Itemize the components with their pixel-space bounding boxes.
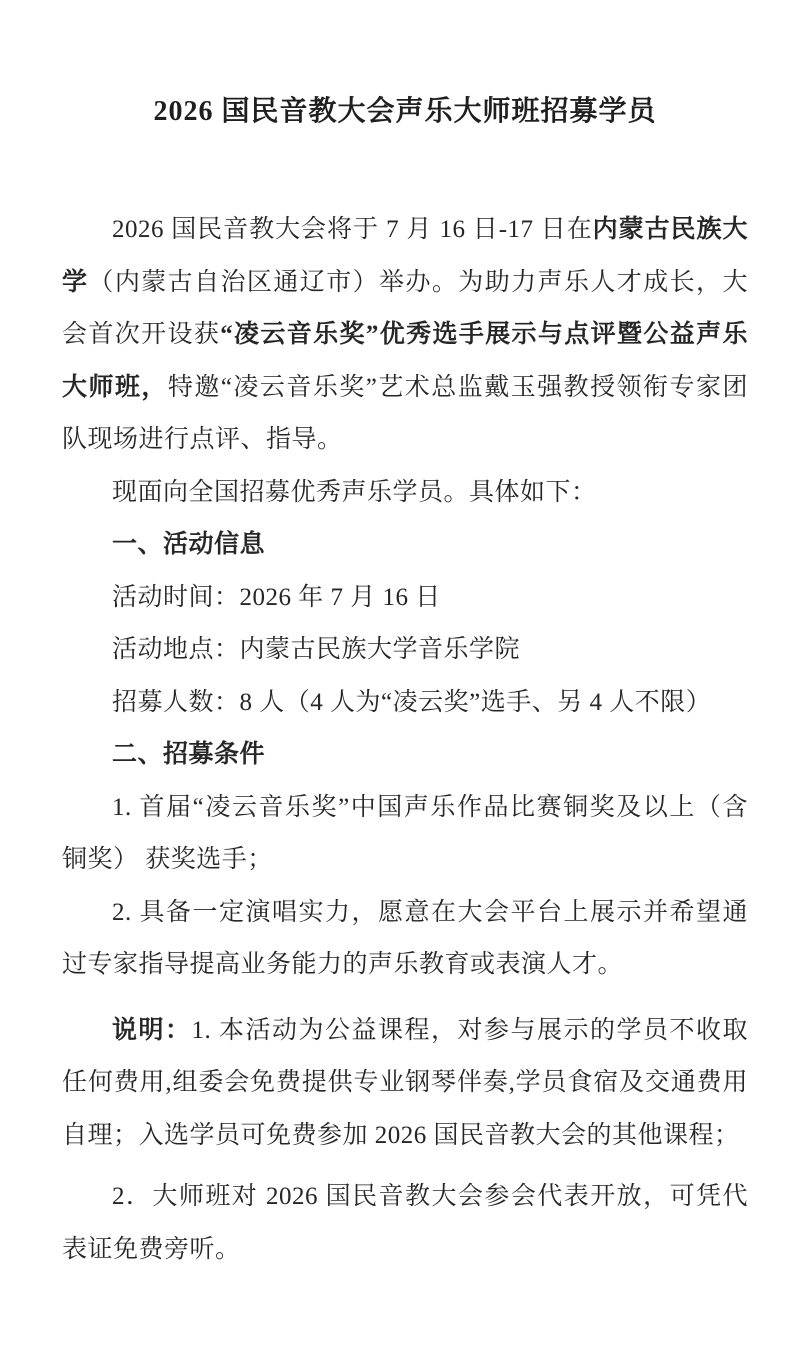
- bold-text-run: 二、招募条件: [112, 741, 266, 768]
- bold-text-run: 说明：: [112, 1016, 192, 1044]
- document-title: 2026 国民音教大会声乐大师班招募学员: [153, 96, 657, 127]
- event-time-line: [62, 572, 748, 625]
- intro-paragraph: [62, 204, 748, 467]
- recruit-announcement: [62, 467, 748, 520]
- text-run: 特邀“凌云音乐奖”艺术总监戴玉强教授领衔专家团队现场进行点评、指导。: [62, 373, 748, 453]
- text-run: 1. 首届“凌云音乐奖”中国声乐作品比赛铜奖及以上（含铜奖） 获奖选手；: [62, 793, 748, 873]
- text-run: 1. 本活动为公益课程，对参与展示的学员不收取任何费用,组委会免费提供专业钢琴伴奏,学员食宿及交通费用自理；入选学员可免费参加 2026 国民音教大会的其他课程；: [62, 1016, 748, 1149]
- notes-paragraph-2: [62, 1171, 748, 1276]
- text-run: 现面向全国招募优秀声乐学员。具体如下：: [112, 478, 597, 506]
- text-run: （内蒙古自治区通辽市）举办。为助力声乐人才成长，大会首次开设获: [62, 268, 748, 348]
- text-run: 2026 国民音教大会将于 7 月 16 日-17 日在: [112, 216, 593, 243]
- section-1-heading: [62, 519, 748, 572]
- document-body: [62, 204, 748, 1276]
- bold-text-run: 一、活动信息: [112, 531, 266, 558]
- notes-paragraph-1: [62, 1005, 748, 1163]
- bold-text-run: “凌云音乐奖”优秀选手展示与点评暨公益声乐大师班，: [62, 321, 748, 401]
- condition-1: [62, 782, 748, 887]
- section-2-heading: [62, 729, 748, 782]
- text-run: 活动时间：2026 年 7 月 16 日: [112, 583, 441, 611]
- event-location-line: [62, 624, 748, 677]
- text-run: 招募人数：8 人（4 人为“凌云奖”选手、另 4 人不限）: [112, 688, 712, 716]
- recruit-count-line: [62, 677, 748, 730]
- text-run: 2. 具备一定演唱实力，愿意在大会平台上展示并希望通过专家指导提高业务能力的声乐教育或表演人才。: [62, 898, 748, 978]
- text-run: 活动地点：内蒙古民族大学音乐学院: [112, 636, 521, 663]
- bold-text-run: 内蒙古民族大学: [62, 216, 748, 296]
- condition-2: [62, 887, 748, 992]
- text-run: 2．大师班对 2026 国民音教大会参会代表开放，可凭代表证免费旁听。: [62, 1183, 748, 1263]
